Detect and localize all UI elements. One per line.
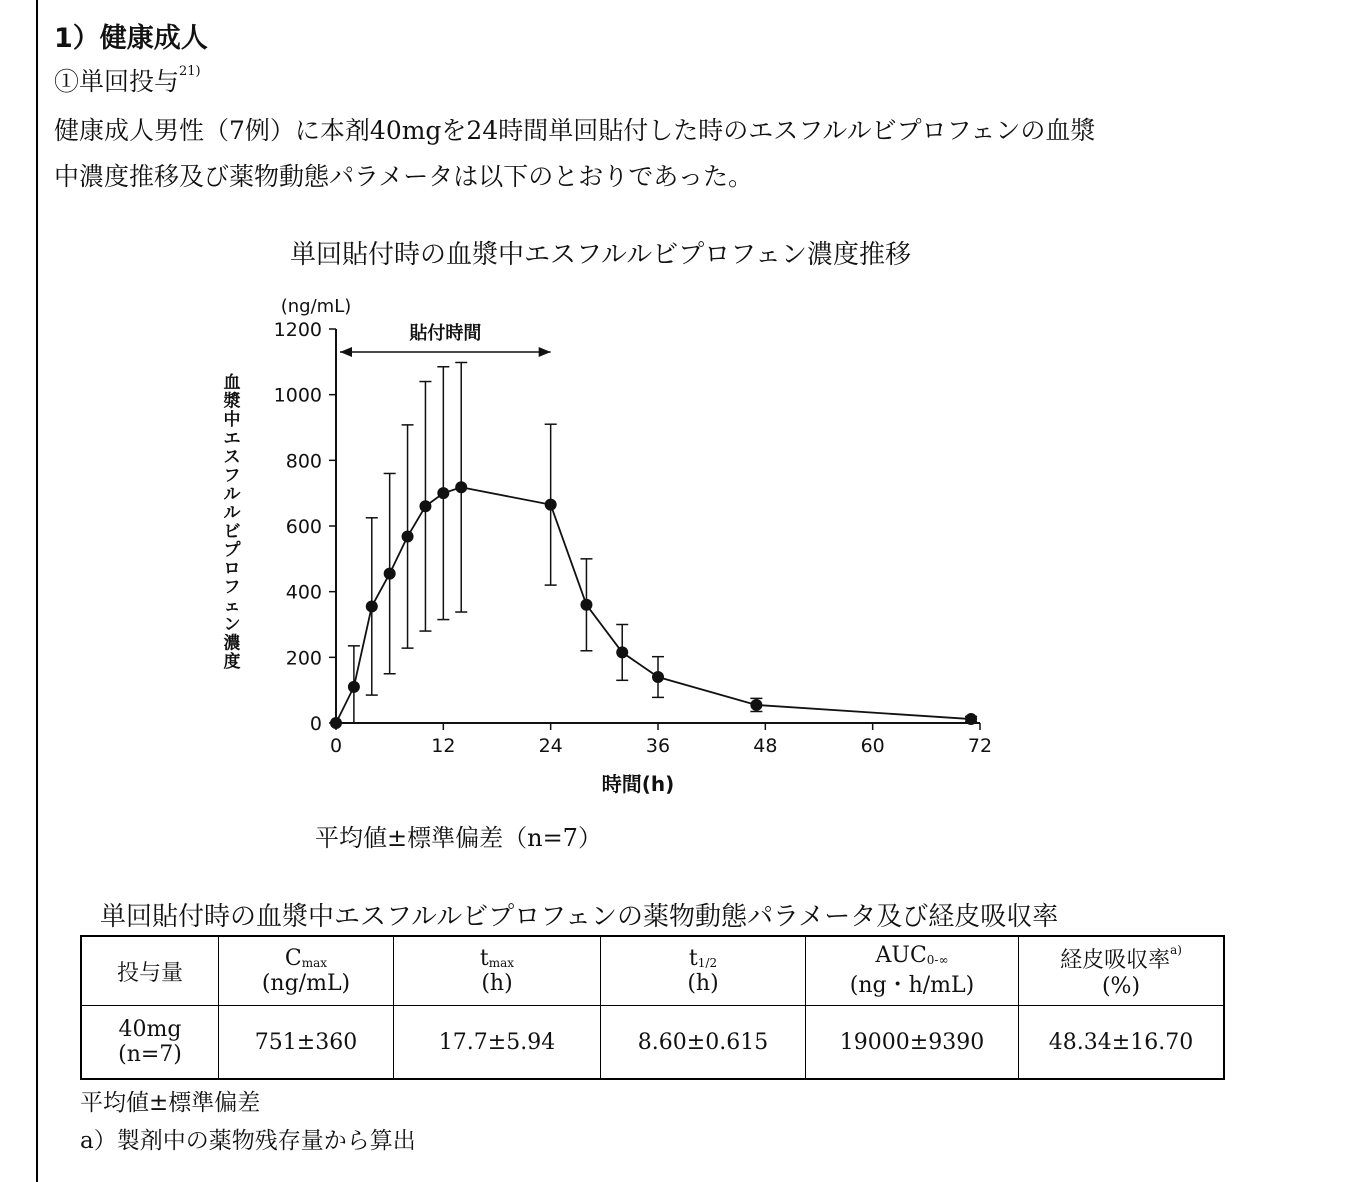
thalf-subscript: 1/2 [697, 956, 718, 970]
arrow-head-left [340, 347, 352, 357]
data-point [419, 500, 431, 512]
cell-cmax: 751±360 [219, 1006, 394, 1080]
header-thalf [601, 936, 806, 1006]
chart-note: 平均値±標準偏差（n=7） [315, 824, 602, 852]
header-auc [806, 936, 1019, 1006]
y-tick-label: 400 [285, 581, 322, 604]
header-dose: 投与量 [81, 936, 219, 1006]
x-tick-label: 72 [967, 735, 993, 757]
subheading [54, 62, 201, 98]
data-point [402, 531, 414, 543]
table-title: 単回貼付時の血漿中エスフルルビプロフェンの薬物動態パラメータ及び経皮吸収率 [100, 902, 1059, 932]
y-tick-label: 600 [285, 516, 322, 538]
header-absorption [1019, 936, 1225, 1006]
cmax-symbol: C [284, 946, 302, 971]
header-cmax [219, 936, 394, 1006]
application-period-label: 貼付時間 [409, 322, 482, 344]
auc-symbol: AUC [875, 943, 927, 968]
subheading-text: ①単回投与 [54, 67, 180, 96]
tmax-symbol: t [479, 946, 489, 971]
cell-absorption: 48.34±16.70 [1019, 1006, 1225, 1080]
x-tick-label: 36 [645, 735, 671, 757]
data-point [348, 681, 360, 693]
reference-marker: 21) [179, 64, 201, 79]
tmax-subscript: max [488, 956, 515, 970]
section-heading: 1）健康成人 [54, 23, 208, 54]
data-point [965, 713, 977, 725]
data-point [384, 568, 396, 580]
x-tick-label: 60 [860, 735, 885, 757]
table-row [81, 1006, 1224, 1080]
data-point [437, 487, 449, 499]
y-unit-label: (ng/mL) [280, 296, 352, 317]
thalf-symbol: t [688, 946, 698, 971]
cmax-unit: (ng/mL) [261, 971, 351, 996]
auc-subscript: 0-∞ [926, 953, 949, 967]
pk-parameter-table [80, 935, 1225, 1080]
data-point [366, 600, 378, 612]
data-point [616, 646, 628, 658]
x-tick-label: 12 [431, 735, 456, 757]
x-tick-label: 0 [329, 735, 343, 757]
y-axis-label: 血漿中エスフルルビプロフェン濃度 [223, 373, 241, 672]
y-tick-label: 0 [309, 713, 322, 735]
tmax-unit: (h) [481, 971, 513, 996]
absorption-footnote-marker: a) [1170, 943, 1182, 957]
cell-auc: 19000±9390 [806, 1006, 1019, 1080]
thalf-unit: (h) [687, 971, 719, 996]
y-tick-label: 200 [285, 647, 322, 670]
data-point [580, 599, 592, 611]
data-point [750, 699, 762, 711]
header-tmax [394, 936, 601, 1006]
cell-tmax: 17.7±5.94 [394, 1006, 601, 1080]
concentration-chart [200, 284, 1020, 804]
footnote-mean-sd: 平均値±標準偏差 [80, 1090, 261, 1116]
page-border-line [36, 0, 38, 1182]
data-point [330, 717, 342, 729]
cell-thalf: 8.60±0.615 [601, 1006, 806, 1080]
intro-line-2: 中濃度推移及び薬物動態パラメータは以下のとおりであった。 [54, 162, 754, 191]
arrow-head-right [539, 347, 551, 357]
cmax-subscript: max [301, 956, 328, 970]
series-line [336, 487, 971, 723]
intro-line-1: 健康成人男性（7例）に本剤40mgを24時間単回貼付した時のエスフルルビプロフェンの血漿 [54, 116, 1096, 145]
y-tick-label: 1200 [273, 319, 322, 341]
y-tick-label: 1000 [273, 384, 322, 407]
footnote-a: a）製剤中の薬物残存量から算出 [80, 1128, 416, 1154]
absorption-unit: (%) [1101, 974, 1141, 999]
x-tick-label: 48 [753, 735, 778, 757]
chart-title: 単回貼付時の血漿中エスフルルビプロフェン濃度推移 [290, 240, 912, 270]
data-point [455, 481, 467, 493]
x-axis-label: 時間(h) [601, 772, 675, 796]
dose-amount: 40mg [118, 1017, 182, 1042]
absorption-label: 経皮吸収率 [1060, 948, 1171, 973]
table-header-row [81, 936, 1224, 1006]
y-tick-label: 800 [285, 450, 322, 473]
intro-paragraph [54, 108, 1304, 200]
dose-n: (n=7) [118, 1042, 182, 1067]
data-point [652, 671, 664, 683]
auc-unit: (ng・h/mL) [849, 973, 975, 998]
cell-dose [81, 1006, 219, 1080]
data-point [545, 499, 557, 511]
x-tick-label: 24 [538, 735, 563, 757]
